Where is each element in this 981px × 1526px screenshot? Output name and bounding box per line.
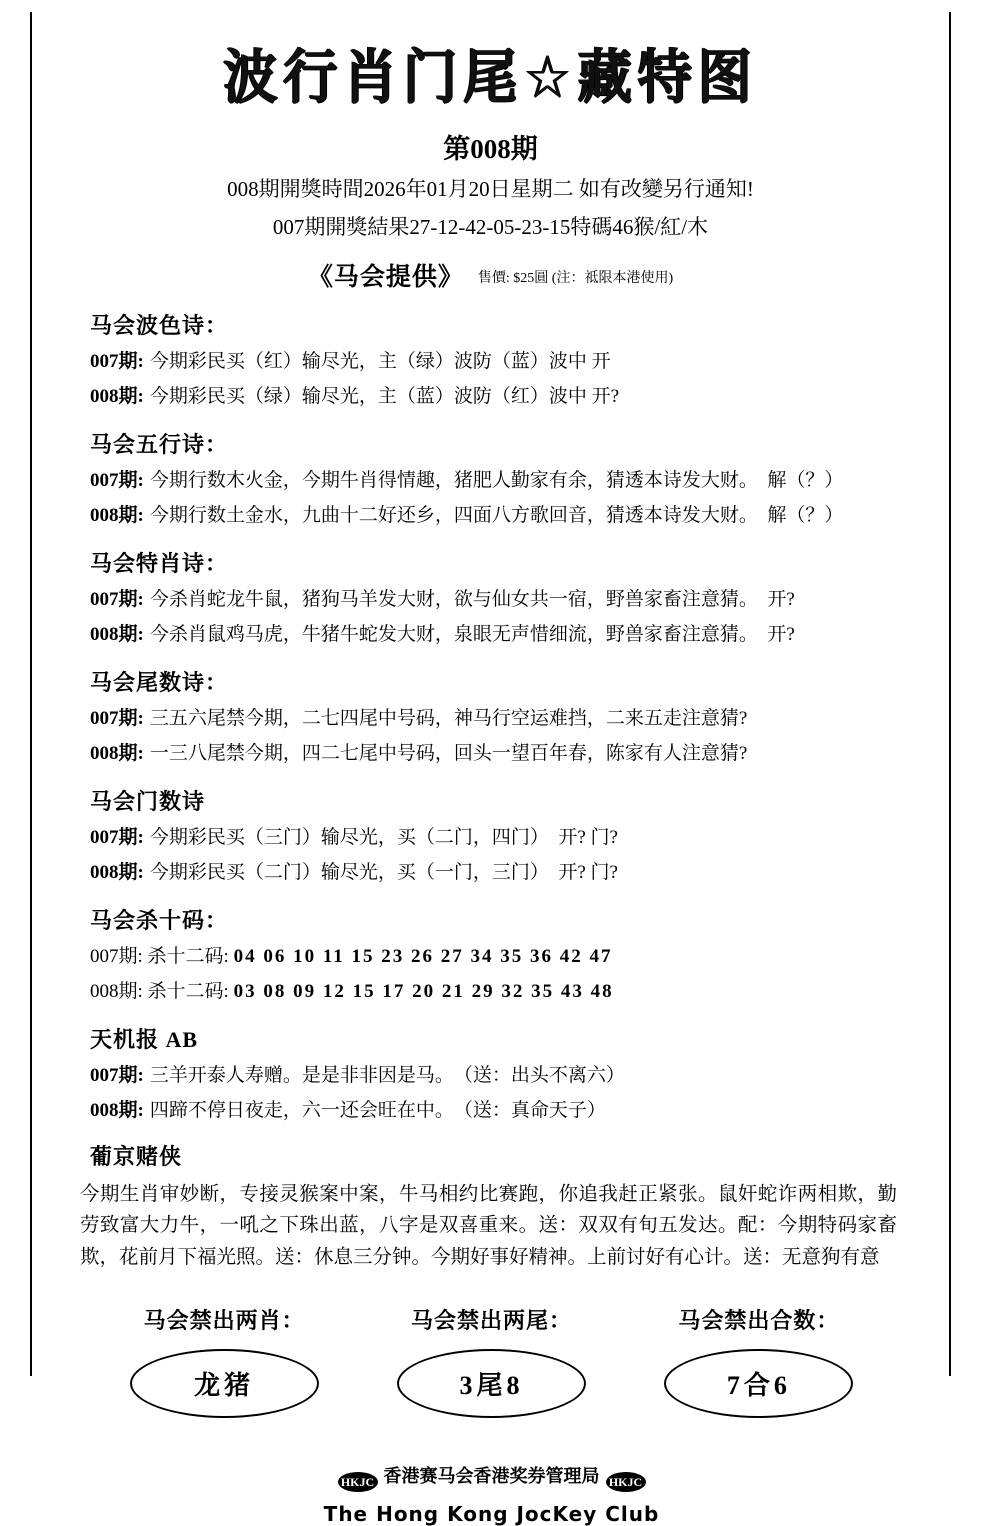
line-label: 007期:	[90, 350, 144, 372]
ban-label: 马会禁出两肖：	[143, 1307, 305, 1333]
line-label: 007期:	[90, 588, 144, 610]
kill-numbers: 03 08 09 12 15 17 20 21 29 32 35 43 48	[233, 981, 614, 1003]
document-sheet	[30, 12, 951, 1526]
kill-row	[90, 943, 903, 972]
section-heading: 马会波色诗：	[90, 312, 229, 338]
ban-two-tails	[371, 1304, 611, 1418]
ban-row	[104, 1304, 879, 1418]
section-heading: 马会尾数诗：	[90, 669, 229, 695]
provider-label: 《马会提供》	[307, 263, 464, 291]
footer-cn-text: 香港赛马会香港奖券管理局	[383, 1465, 600, 1486]
jockey-club-logo-icon: HKJC	[606, 1472, 646, 1492]
line-text: 今期彩民买（三门）输尽光，买（二门，四门） 开? 门?	[149, 826, 618, 848]
last-draw-result: 007期開獎結果27-12-42-05-23-15特碼46猴/紅/木	[272, 215, 709, 240]
section-line	[90, 1062, 903, 1091]
line-label: 008期:	[90, 743, 144, 765]
line-label: 008期:	[90, 1100, 144, 1122]
line-label: 008期:	[90, 624, 144, 646]
kill-prefix: 杀十二码:	[147, 981, 229, 1003]
draw-time: 008期開獎時間2026年01月20日星期二 如有改變另行通知!	[227, 177, 754, 201]
section-line	[90, 348, 903, 377]
ban-label: 马会禁出合数：	[678, 1307, 840, 1333]
section-line	[90, 621, 903, 650]
jockey-club-logo-icon: HKJC	[338, 1472, 378, 1492]
section-heading: 天机报 AB	[90, 1026, 199, 1052]
line-text: 四蹄不停日夜走，六一还会旺在中。 （送：真命天子）	[149, 1100, 606, 1122]
line-text: 今杀肖鼠鸡马虎，牛猪牛蛇发大财，泉眼无声惜细流，野兽家畜注意猜。 开?	[149, 624, 795, 646]
section-heading: 马会特肖诗：	[90, 550, 229, 576]
price-note: 售價: $25圓 (注：祗限本港使用)	[477, 270, 674, 286]
page-title: 波行肖门尾☆藏特图	[223, 42, 758, 111]
line-text: 今期彩民买（二门）输尽光，买（一门，三门） 开? 门?	[149, 862, 618, 884]
section-line	[90, 740, 903, 769]
line-text: 一三八尾禁今期，四二七尾中号码，回头一望百年春，陈家有人注意猜?	[149, 743, 748, 765]
section-line	[90, 467, 903, 496]
section-line	[90, 824, 903, 853]
line-label: 007期:	[90, 469, 144, 491]
line-label: 008期:	[90, 386, 144, 408]
section-heading: 马会五行诗：	[90, 431, 229, 457]
document-content	[80, 309, 903, 1526]
section-line	[90, 705, 903, 734]
ban-value: 龙猪	[130, 1349, 319, 1418]
line-label: 007期:	[90, 826, 144, 848]
section-line	[90, 383, 903, 412]
issue-number: 第008期	[443, 134, 538, 164]
line-label: 007期:	[90, 707, 144, 729]
footer-cn-row	[80, 1462, 903, 1492]
ban-value: 3尾8	[397, 1349, 586, 1418]
section-heading: 马会门数诗	[90, 788, 206, 814]
line-label: 008期:	[90, 862, 144, 884]
provider-row	[32, 257, 949, 293]
line-text: 今杀肖蛇龙牛鼠，猪狗马羊发大财，欲与仙女共一宿，野兽家畜注意猜。 开?	[149, 588, 795, 610]
pujing-paragraph: 今期生肖审妙断，专接灵猴案中案，牛马相约比赛跑，你追我赶正紧张。鼠奸蛇诈两相欺，勤劳致富大力牛，一吼之下珠出蓝，八字是双喜重来。送：双双有旬五发达。配：今期特码家畜欺，花前月下福光照。送：休息三分钟。今期好事好精神。上前讨好有心计。送：无意狗有意	[80, 1183, 897, 1269]
kill-row	[90, 978, 903, 1007]
section-heading: 葡京赌侠	[90, 1143, 183, 1169]
ban-two-zodiac	[104, 1304, 344, 1418]
section-line	[90, 1097, 903, 1126]
kill-numbers: 04 06 10 11 15 23 26 27 34 35 36 42 47	[233, 945, 613, 967]
section-line	[90, 859, 903, 888]
line-label: 008期:	[90, 505, 144, 527]
line-label: 007期:	[90, 1064, 144, 1086]
footer-en-text: The Hong Kong JocKey Club	[323, 1501, 660, 1526]
line-label: 008期:	[90, 981, 143, 1003]
section-line	[90, 502, 903, 531]
line-text: 三五六尾禁今期，二七四尾中号码，神马行空运难挡，二来五走注意猜?	[149, 707, 748, 729]
kill-prefix: 杀十二码:	[147, 945, 229, 967]
footer	[80, 1462, 903, 1526]
line-text: 今期彩民买（绿）输尽光，主（蓝）波防（红）波中 开?	[149, 386, 620, 408]
ban-label: 马会禁出两尾：	[410, 1307, 572, 1333]
ban-sum	[639, 1304, 879, 1418]
line-text: 今期行数土金水，九曲十二好还乡，四面八方歌回音，猜透本诗发大财。 解（？）	[149, 505, 844, 527]
ban-value: 7合6	[664, 1349, 853, 1418]
section-heading: 马会杀十码：	[90, 907, 229, 933]
line-text: 今期行数木火金，今期牛肖得情趣，猪肥人勤家有余，猜透本诗发大财。 解（？）	[149, 469, 844, 491]
section-line	[90, 586, 903, 615]
line-label: 007期:	[90, 945, 143, 967]
line-text: 三羊开泰人寿赠。是是非非因是马。 （送：出头不离六）	[149, 1064, 625, 1086]
line-text: 今期彩民买（红）输尽光，主（绿）波防（蓝）波中 开	[149, 350, 611, 372]
